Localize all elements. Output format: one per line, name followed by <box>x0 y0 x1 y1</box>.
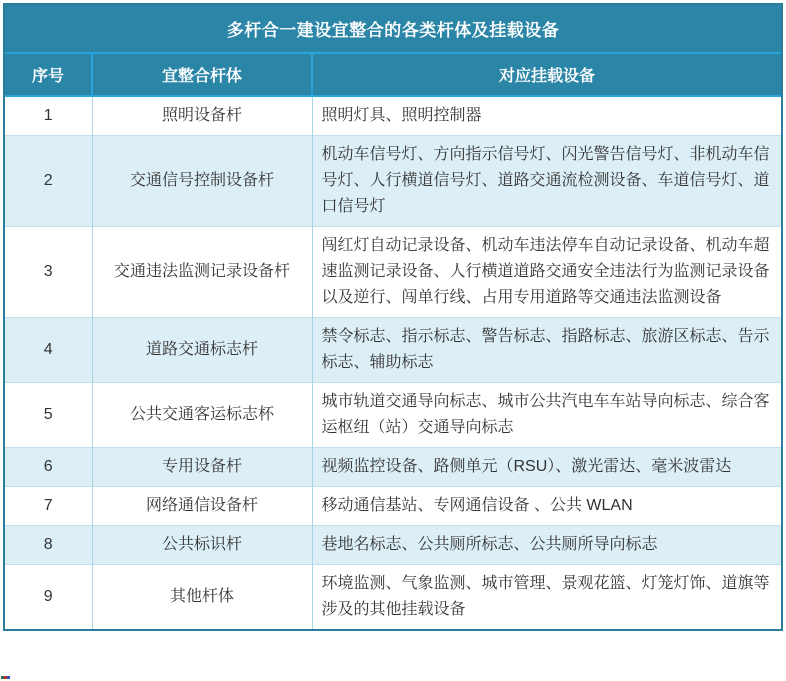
mounted-devices: 巷地名标志、公共厕所标志、公共厕所导向标志 <box>312 526 781 565</box>
row-number: 9 <box>5 565 92 630</box>
pole-type: 公共交通客运标志杯 <box>92 383 312 448</box>
table-title: 多杆合一建设宜整合的各类杆体及挂载设备 <box>5 5 781 54</box>
pole-type: 道路交通标志杆 <box>92 318 312 383</box>
mounted-devices: 视频监控设备、路侧单元（RSU）、激光雷达、毫米波雷达 <box>312 448 781 487</box>
mounted-devices: 城市轨道交通导向标志、城市公共汽电车车站导向标志、综合客运枢纽（站）交通导向标志 <box>312 383 781 448</box>
pole-type: 照明设备杆 <box>92 96 312 136</box>
integration-table <box>3 3 783 631</box>
row-number: 7 <box>5 487 92 526</box>
row-number: 1 <box>43 107 53 124</box>
row-number: 2 <box>5 136 92 227</box>
table-row <box>5 565 781 630</box>
mounted-devices: 机动车信号灯、方向指示信号灯、闪光警告信号灯、非机动车信号灯、人行横道信号灯、道路交通流检测设备、车道信号灯、道口信号灯 <box>312 136 781 227</box>
pole-type: 交通信号控制设备杆 <box>92 136 312 227</box>
pole-type: 网络通信设备杆 <box>92 487 312 526</box>
mounted-devices: 禁令标志、指示标志、警告标志、指路标志、旅游区标志、告示标志、辅助标志 <box>312 318 781 383</box>
row-number: 8 <box>5 526 92 565</box>
row-number: 4 <box>5 318 92 383</box>
mounted-devices: 环境监测、气象监测、城市管理、景观花篮、灯笼灯饰、道旗等涉及的其他挂载设备 <box>312 565 781 630</box>
header-row <box>5 54 781 96</box>
column-header-pole: 宜整合杆体 <box>92 54 312 96</box>
table-row <box>5 318 781 383</box>
pole-type: 其他杆体 <box>92 565 312 630</box>
table-row <box>5 448 781 487</box>
row-number: 6 <box>5 448 92 487</box>
pole-equipment-table <box>5 54 781 629</box>
table-row <box>5 227 781 318</box>
table-row <box>5 136 781 227</box>
table-row <box>5 96 781 136</box>
pole-type: 专用设备杆 <box>92 448 312 487</box>
mounted-devices: 闯红灯自动记录设备、机动车违法停车自动记录设备、机动车超速监测记录设备、人行横道道路交通安全违法行为监测记录设备以及逆行、闯单行线、占用专用道路等交通违法监测设备 <box>312 227 781 318</box>
column-header-devices: 对应挂载设备 <box>312 54 781 96</box>
column-header-no: 序号 <box>5 54 92 96</box>
table-row <box>5 487 781 526</box>
row-number: 5 <box>5 383 92 448</box>
mounted-devices: 移动通信基站、专网通信设备 、公共 WLAN <box>312 487 781 526</box>
pole-type: 交通违法监测记录设备杆 <box>92 227 312 318</box>
table-row <box>5 383 781 448</box>
table-row <box>5 526 781 565</box>
mounted-devices: 照明灯具、照明控制器 <box>312 96 781 136</box>
pole-type: 公共标识杆 <box>92 526 312 565</box>
artifact-mark <box>1 676 10 679</box>
row-number: 3 <box>5 227 92 318</box>
artifact-pixel-blue <box>7 676 10 679</box>
